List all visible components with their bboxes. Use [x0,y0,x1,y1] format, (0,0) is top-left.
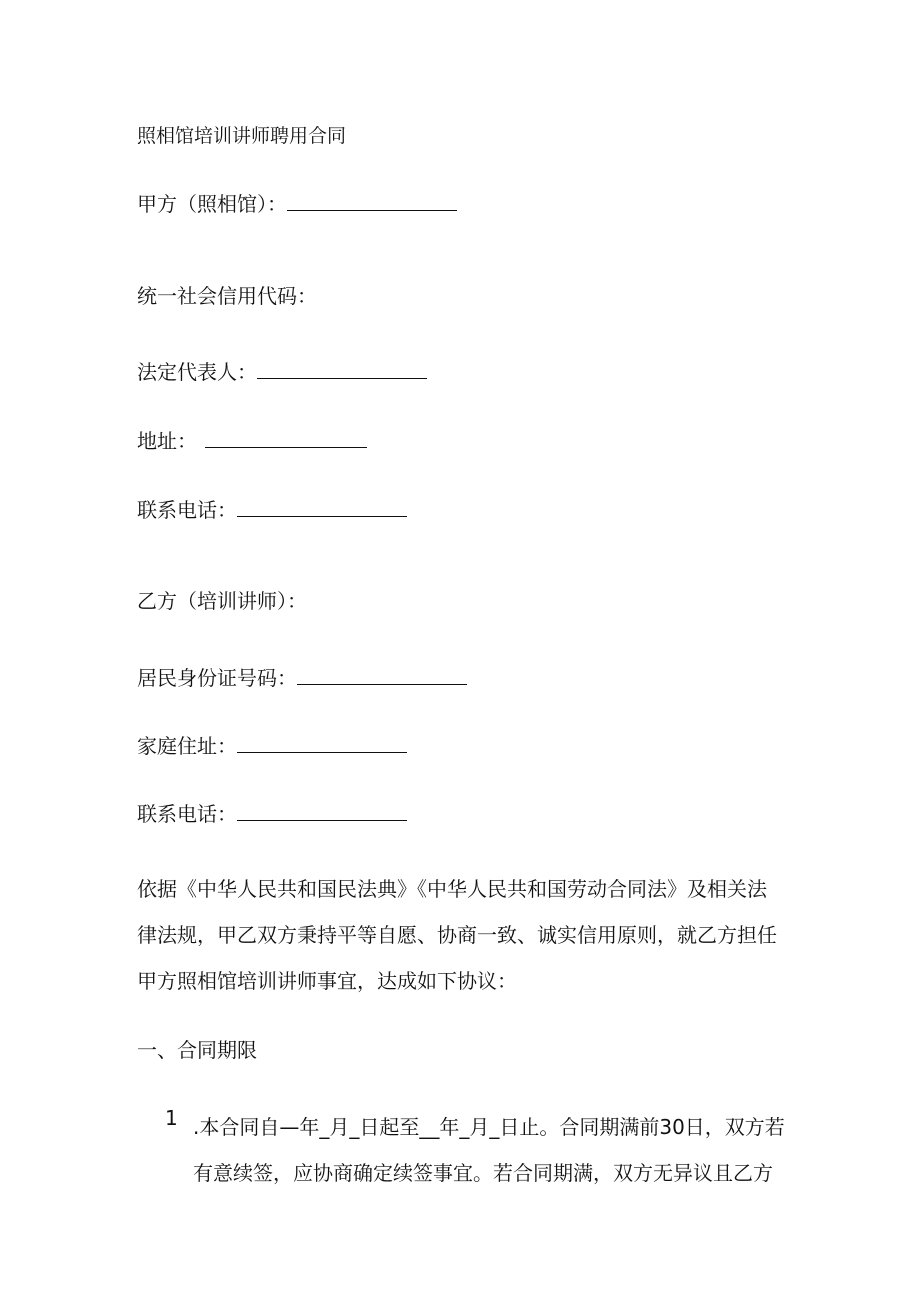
home-address-label: 家庭住址： [137,734,237,758]
credit-code-label: 统一社会信用代码： [137,284,317,308]
party-a-phone-label: 联系电话： [137,498,237,522]
party-a-phone-blank [237,494,407,517]
party-b-phone-line [137,798,407,828]
preamble-line: 依据《中华人民共和国民法典》《中华人民共和国劳动合同法》及相关法 [137,877,767,901]
address-line [137,425,367,455]
legal-rep-line [137,356,427,386]
party-a-phone-line [137,494,407,524]
section-1-heading: 一、合同期限 [137,1038,257,1062]
home-address-blank [237,730,407,753]
address-blank [205,425,367,448]
party-a-line [137,188,457,218]
party-b-heading: 乙方（培训讲师）： [137,589,307,613]
document-title: 照相馆培训讲师聘用合同 [137,125,347,147]
preamble-paragraph [137,866,787,1004]
preamble-line: 律法规，甲乙双方秉持平等自愿、协商一致、诚实信用原则，就乙方担任 [137,923,777,947]
party-b-line [137,587,307,615]
party-b-phone-blank [237,798,407,821]
item-1-number: 1 [165,1106,178,1130]
item-1-text [193,1104,785,1196]
home-address-line [137,730,407,760]
preamble-line: 甲方照相馆培训讲师事宜，达成如下协议： [137,969,517,993]
item-1-line: 有意续签，应协商确定续签事宜。若合同期满，双方无异议且乙方 [193,1161,773,1185]
id-number-blank [297,662,467,685]
party-a-heading: 甲方（照相馆）： [137,192,287,216]
id-number-line [137,662,467,692]
item-1-line: .本合同自—年_月_日起至__年_月_日止。合同期满前30日，双方若 [193,1115,785,1139]
legal-rep-blank [257,356,427,379]
id-number-label: 居民身份证号码： [137,666,297,690]
legal-rep-label: 法定代表人： [137,360,257,384]
credit-code-line [137,282,317,310]
address-label: 地址： [137,429,197,453]
party-b-phone-label: 联系电话： [137,802,237,826]
party-a-blank [287,188,457,211]
